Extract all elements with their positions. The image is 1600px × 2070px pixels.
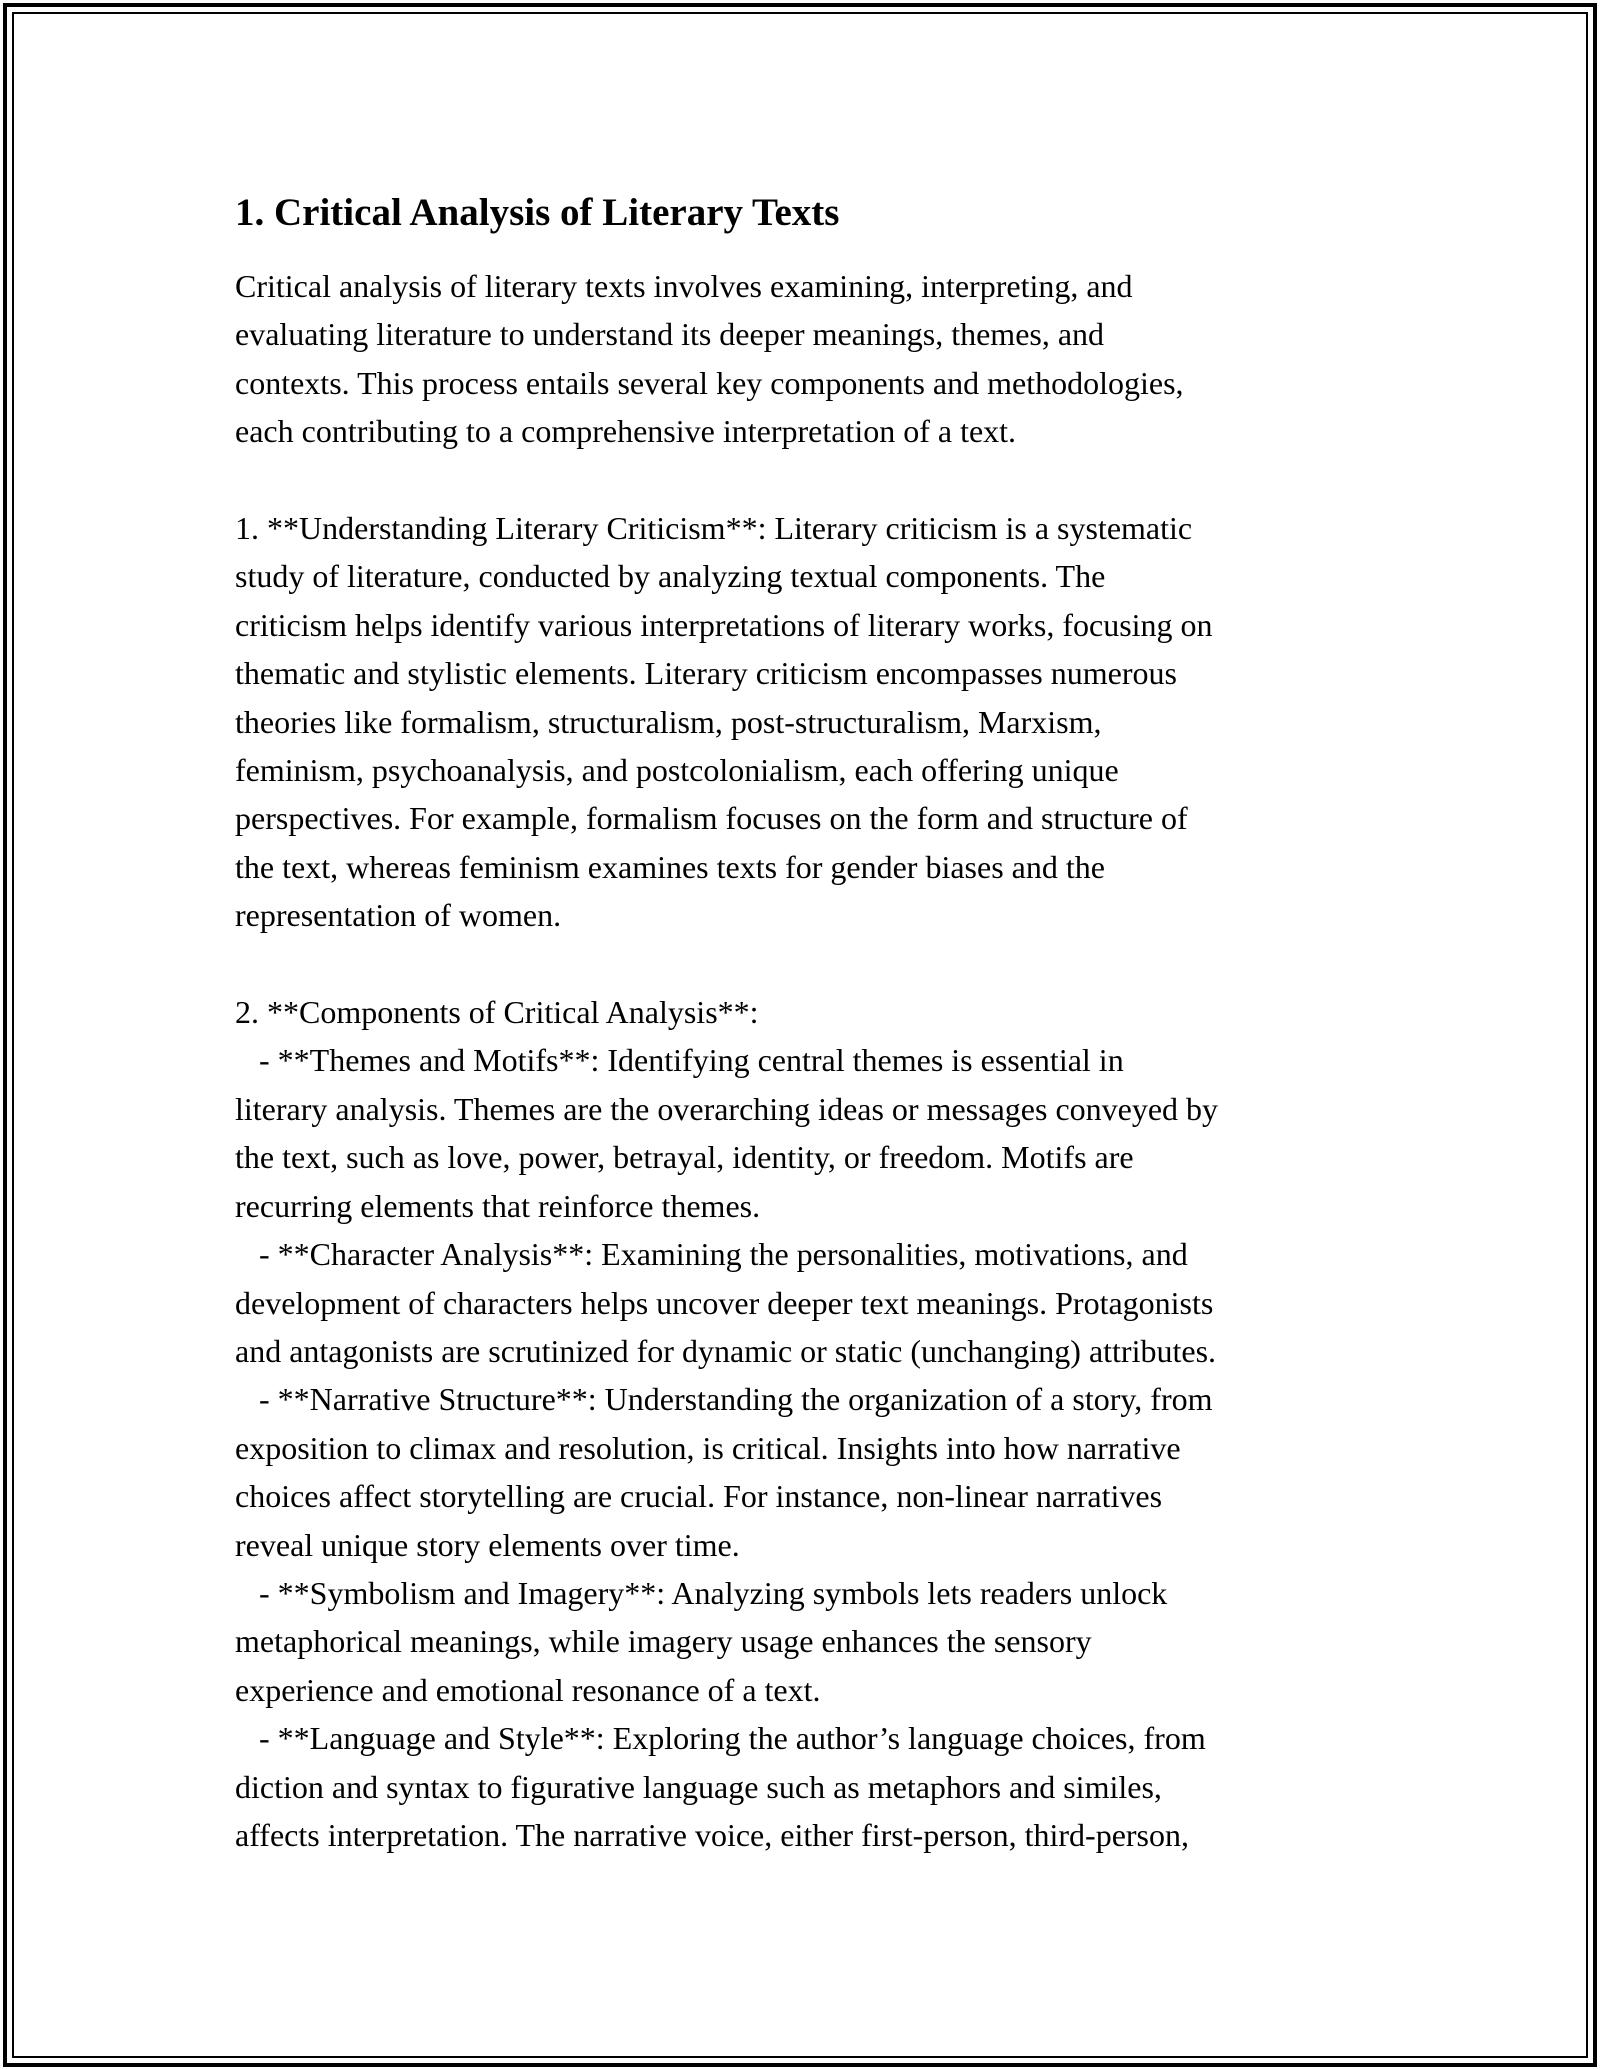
document-body xyxy=(235,185,1385,1859)
text-line: thematic and stylistic elements. Literary criticism encompasses numerous xyxy=(235,655,1177,692)
text-line: the text, such as love, power, betrayal, identity, or freedom. Motifs are xyxy=(235,1139,1134,1176)
text-line: the text, whereas feminism examines texts for gender biases and the xyxy=(235,848,1105,885)
text-line: affects interpretation. The narrative voice, either first-person, third-person, xyxy=(235,1816,1189,1853)
section-heading: 1. Critical Analysis of Literary Texts xyxy=(235,191,840,234)
text-line: choices affect storytelling are crucial. For instance, non-linear narratives xyxy=(235,1478,1163,1515)
text-line: - **Language and Style**: Exploring the author’s language choices, from xyxy=(235,1720,1206,1757)
paragraph-spacer xyxy=(235,456,1385,504)
text-line: development of characters helps uncover deeper text meanings. Protagonists xyxy=(235,1284,1214,1321)
text-line: study of literature, conducted by analyzing textual components. The xyxy=(235,558,1106,595)
text-line: exposition to climax and resolution, is critical. Insights into how narrative xyxy=(235,1429,1181,1466)
text-line: experience and emotional resonance of a text. xyxy=(235,1671,821,1708)
text-line: diction and syntax to figurative language such as metaphors and similes, xyxy=(235,1768,1162,1805)
text-line: 2. **Components of Critical Analysis**: xyxy=(235,994,759,1031)
text-line: criticism helps identify various interpretations of literary works, focusing on xyxy=(235,606,1213,643)
text-line: contexts. This process entails several key components and methodologies, xyxy=(235,364,1184,401)
text-line: - **Themes and Motifs**: Identifying central themes is essential in xyxy=(235,1042,1124,1079)
text-line: theories like formalism, structuralism, post-structuralism, Marxism, xyxy=(235,703,1102,740)
text-line: - **Character Analysis**: Examining the personalities, motivations, and xyxy=(235,1236,1188,1273)
text-line: literary analysis. Themes are the overarching ideas or messages conveyed by xyxy=(235,1090,1219,1127)
text-line: recurring elements that reinforce themes. xyxy=(235,1187,761,1224)
text-line: each contributing to a comprehensive interpretation of a text. xyxy=(235,413,1017,450)
text-line: - **Narrative Structure**: Understanding the organization of a story, from xyxy=(235,1381,1213,1418)
text-line: evaluating literature to understand its deeper meanings, themes, and xyxy=(235,316,1105,353)
text-line: 1. **Understanding Literary Criticism**: Literary criticism is a systematic xyxy=(235,510,1193,547)
text-line: Critical analysis of literary texts involves examining, interpreting, and xyxy=(235,268,1133,304)
text-line: perspectives. For example, formalism focuses on the form and structure of xyxy=(235,800,1188,837)
text-line: representation of women. xyxy=(235,897,562,934)
text-line: reveal unique story elements over time. xyxy=(235,1526,740,1563)
text-line: - **Symbolism and Imagery**: Analyzing symbols lets readers unlock xyxy=(235,1574,1168,1611)
text-line: and antagonists are scrutinized for dynamic or static (unchanging) attributes. xyxy=(235,1332,1217,1369)
body-text xyxy=(235,262,1385,1859)
paragraph-spacer xyxy=(235,940,1385,988)
text-line: feminism, psychoanalysis, and postcolonialism, each offering unique xyxy=(235,752,1119,789)
text-line: metaphorical meanings, while imagery usage enhances the sensory xyxy=(235,1623,1092,1660)
